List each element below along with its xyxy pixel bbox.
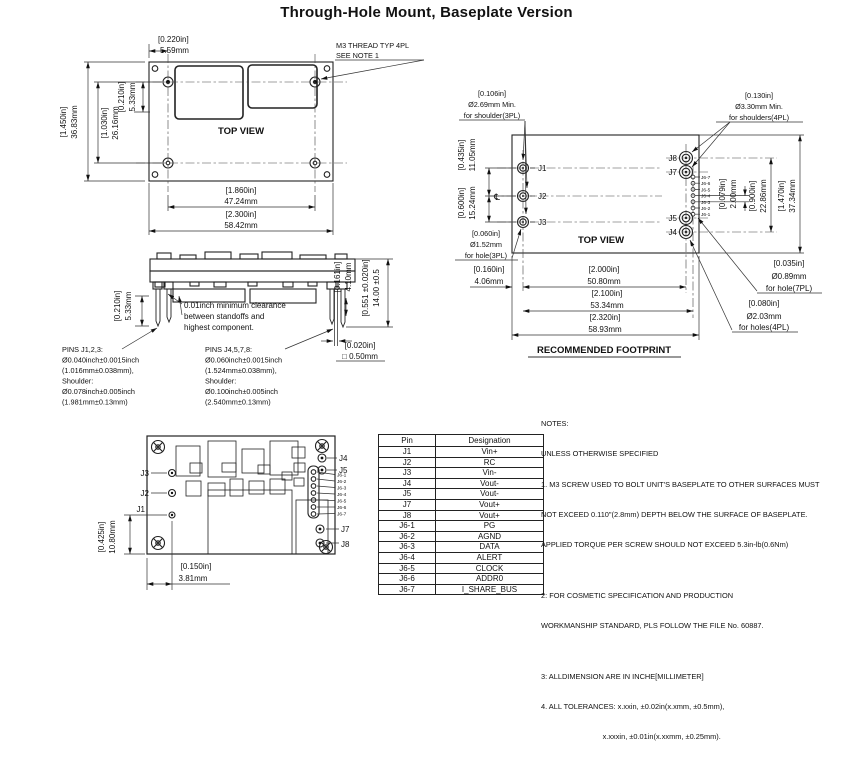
pin-cell: J2 <box>379 457 436 468</box>
callout-text: for hole(3PL) <box>464 251 508 260</box>
pin-cell: J4 <box>379 478 436 489</box>
designation-cell: PG <box>436 521 544 532</box>
pin-label: J8 <box>668 154 677 163</box>
pins-note: Shoulder: <box>62 376 94 386</box>
pin-label: J2 <box>140 489 149 498</box>
pin-label: J1 <box>136 505 145 514</box>
dim-text: 11.05mm <box>468 138 477 172</box>
notes-block <box>541 399 853 762</box>
dim-text: 4.06mm <box>474 277 504 286</box>
dim-text: 5.33mm <box>128 82 137 112</box>
pin-label: J6-1 <box>337 473 347 479</box>
notes-line: 4. ALL TOLERANCES: x.xxin, ±0.02in(x.xmm, ±0.5mm), <box>541 701 725 711</box>
table-row <box>379 552 544 563</box>
dim-text: [2.100in] <box>591 289 623 298</box>
bottom-view-linework <box>147 436 335 554</box>
designation-cell: Vout- <box>436 478 544 489</box>
pin-cell: J7 <box>379 499 436 510</box>
callout-text: [0.130in] <box>745 91 773 100</box>
top-view-drawing <box>59 35 424 235</box>
clearance-note: highest component. <box>184 323 254 332</box>
designation-cell: I_SHARE_BUS <box>436 584 544 595</box>
pin-label: J6-5 <box>701 188 711 194</box>
pin-cell: J6-1 <box>379 521 436 532</box>
callout-text: [0.060in] <box>472 229 500 238</box>
table-row <box>379 447 544 458</box>
pins-note: Ø0.060inch±0.0015inch <box>205 355 283 365</box>
pin-label: J4 <box>339 454 348 463</box>
pcb-components <box>176 441 328 554</box>
pins-note: PINS J4,5,7,8: <box>205 345 253 354</box>
dim-text: 5.33mm <box>124 291 133 321</box>
pin-designation-table <box>378 434 544 595</box>
designation-cell: Vout+ <box>436 510 544 521</box>
pin-cell: J6-5 <box>379 563 436 574</box>
designation-cell: ALERT <box>436 552 544 563</box>
pin-label: J6-2 <box>337 480 347 485</box>
pin-label: J6-6 <box>701 182 711 188</box>
pins-note: (1.016mm±0.038mm), <box>62 366 134 375</box>
designation-cell: CLOCK <box>436 563 544 574</box>
view-label: TOP VIEW <box>217 126 265 137</box>
table-row <box>379 574 544 585</box>
pins-note: (2.540mm±0.13mm) <box>205 397 271 407</box>
notes-line: UNLESS OTHERWISE SPECIFIED <box>541 449 659 459</box>
pins-note: (1.524mm±0.038mm), <box>205 366 277 375</box>
pins-note: (1.981mm±0.13mm) <box>62 397 128 407</box>
dim-text: [0.210in] <box>113 290 122 322</box>
dim-text: 5.59mm <box>160 46 189 55</box>
notes-line: NOT EXCEED 0.110"(2.8mm) DEPTH BELOW THE SURFACE OF BASEPLATE. <box>541 510 808 520</box>
callout-text: Ø2.03mm <box>746 312 782 321</box>
thread-note: SEE NOTE 1 <box>336 51 379 60</box>
pin-label: J4 <box>668 228 677 237</box>
dim-text: 3.81mm <box>178 574 208 583</box>
callout-text: Ø2.69mm Min. <box>468 100 516 109</box>
table-row <box>379 521 544 532</box>
bottom-view-drawing <box>97 436 350 590</box>
notes-line: APPLIED TORQUE PER SCREW SHOULD NOT EXCEED 5.3in-lb(0.6Nm) <box>541 540 789 550</box>
pin-label: J6-5 <box>337 499 347 505</box>
dim-text: [0.210in] <box>117 81 126 113</box>
designation-cell: Vin+ <box>436 447 544 458</box>
designation-cell: Vout- <box>436 489 544 500</box>
callout-text: [0.035in] <box>773 259 805 268</box>
dim-text: [1.860in] <box>225 186 257 195</box>
bottom-view-dimensions <box>124 458 339 590</box>
column-header-designation: Designation <box>436 435 544 447</box>
dim-text: [0.900in] <box>748 180 757 212</box>
top-view-dimensions <box>84 44 424 235</box>
designation-cell: Vin- <box>436 468 544 479</box>
notes-line: x.xxxin, ±0.01in(x.xxmm, ±0.25mm). <box>541 732 721 742</box>
dim-text: 2.00mm <box>729 179 738 209</box>
pin-label: J6-3 <box>701 200 711 206</box>
pin-label: J6-4 <box>701 194 711 200</box>
dim-text: [2.300in] <box>225 210 257 219</box>
dim-text: [0.079in] <box>718 178 727 210</box>
clearance-note: between standoffs and <box>184 312 265 321</box>
footprint-drawing <box>455 89 822 357</box>
dim-text: 53.34mm <box>590 301 624 310</box>
pins-note: Ø0.040inch±0.0015inch <box>62 355 140 365</box>
designation-cell: RC <box>436 457 544 468</box>
dim-text: 58.93mm <box>588 325 622 334</box>
dim-text: [1.450in] <box>59 106 68 138</box>
pin-label: J3 <box>140 469 149 478</box>
designation-cell: Vout+ <box>436 499 544 510</box>
dim-text: [0.435in] <box>457 139 466 171</box>
pin-label: J5 <box>339 466 348 475</box>
callout-text: for shoulders(4PL) <box>728 113 790 122</box>
dim-text: [1.470in] <box>777 180 786 212</box>
bottom-view-holes <box>169 454 327 547</box>
dim-text: [0.220in] <box>158 35 189 44</box>
dim-text: 50.80mm <box>587 277 621 286</box>
callout-text: Ø0.89mm <box>771 272 807 281</box>
pin-label: J6-2 <box>701 207 711 212</box>
notes-line: WORKMANSHIP STANDARD, PLS FOLLOW THE FILE No. 60887. <box>541 621 764 631</box>
table-row <box>379 510 544 521</box>
table-row <box>379 457 544 468</box>
dim-text: 37.34mm <box>788 179 797 213</box>
designation-cell: DATA <box>436 542 544 553</box>
dim-text: [0.160in] <box>473 265 505 274</box>
pin-cell: J1 <box>379 447 436 458</box>
pins-note: PINS J1,2,3: <box>62 345 103 354</box>
dim-text: [0.600in] <box>457 187 466 219</box>
dim-text: [0.425in] <box>97 521 106 553</box>
dim-text: [1.030in] <box>100 107 109 139</box>
table-row <box>379 531 544 542</box>
table-row <box>379 478 544 489</box>
dim-text: [2.320in] <box>589 313 621 322</box>
footprint-centerlines <box>490 144 777 318</box>
pin-label: J7 <box>668 168 677 177</box>
dim-text: 58.42mm <box>224 221 258 230</box>
pin-cell: J6-3 <box>379 542 436 553</box>
table-row <box>379 499 544 510</box>
centerline-symbol: ℄ <box>494 193 500 203</box>
pin-label: J6-3 <box>337 486 347 492</box>
pin-label: J5 <box>668 214 677 223</box>
pin-label: J6-7 <box>337 512 347 518</box>
pin-cell: J6-2 <box>379 531 436 542</box>
dim-text: 14.00 ±0.5 <box>372 269 381 307</box>
table-row <box>379 584 544 595</box>
pin-label: J7 <box>341 525 350 534</box>
dim-text: 10.80mm <box>108 520 117 554</box>
pin-label: J6-6 <box>337 506 347 511</box>
dim-text: [2.000in] <box>588 265 620 274</box>
view-label: TOP VIEW <box>577 235 625 246</box>
dim-text: [0.161in] <box>333 261 342 293</box>
pin-cell: J6-4 <box>379 552 436 563</box>
pin-cell: J5 <box>379 489 436 500</box>
table-row <box>379 563 544 574</box>
footprint-dimensions <box>455 120 822 357</box>
pin-cell: J6-7 <box>379 584 436 595</box>
dim-text: 47.24mm <box>224 197 258 206</box>
callout-text: for shoulder(3PL) <box>463 111 521 120</box>
dim-text: 15.24mm <box>468 186 477 220</box>
dim-text: 4.10mm <box>344 262 353 292</box>
column-header-pin: Pin <box>379 435 436 447</box>
page-title: Through-Hole Mount, Baseplate Version <box>280 4 573 21</box>
callout-text: for hole(7PL) <box>765 284 813 293</box>
pin-label: J8 <box>341 540 350 549</box>
callout-text: [0.106in] <box>478 89 506 98</box>
callout-text: Ø3.30mm Min. <box>735 102 783 111</box>
table-row <box>379 542 544 553</box>
notes-line: 2: FOR COSMETIC SPECIFICATION AND PRODUCTION <box>541 590 734 600</box>
pin-cell: J8 <box>379 510 436 521</box>
footprint-caption: RECOMMENDED FOOTPRINT <box>536 345 672 356</box>
designation-cell: ADDR0 <box>436 574 544 585</box>
dim-text: [0.551 ±0.020in] <box>361 259 370 317</box>
table-row <box>379 489 544 500</box>
notes-line: NOTES: <box>541 419 569 429</box>
clearance-note: 0.01inch minimum clearance <box>184 301 286 310</box>
notes-line: 3: ALLDIMENSION ARE IN INCHE[MILLIMETER] <box>541 671 704 681</box>
side-view-labels <box>62 259 381 406</box>
callout-text: Ø1.52mm <box>469 240 503 249</box>
pin-label: J6-4 <box>337 493 347 498</box>
top-view-labels <box>59 35 409 230</box>
dim-text: □ 0.50mm <box>342 352 378 361</box>
designation-cell: AGND <box>436 531 544 542</box>
pin-label: J6-1 <box>701 213 711 219</box>
table-header-row <box>379 435 544 447</box>
side-view-drawing <box>62 252 393 407</box>
dim-text: [0.150in] <box>180 562 212 571</box>
pin-label: J1 <box>538 164 547 173</box>
pin-label: J6-7 <box>701 176 711 181</box>
dim-text: 36.83mm <box>70 105 79 139</box>
dim-text: 22.86mm <box>759 179 768 213</box>
callout-text: [0.080in] <box>748 299 780 308</box>
table-row <box>379 468 544 479</box>
pin-label: J2 <box>538 192 547 201</box>
pins-note: Shoulder: <box>205 376 237 386</box>
dim-text: 26.16mm <box>111 106 120 140</box>
pins-note: Ø0.100inch±0.005inch <box>205 387 278 396</box>
pin-cell: J6-6 <box>379 574 436 585</box>
pins-note: Ø0.078inch±0.005inch <box>62 387 135 396</box>
pin-cell: J3 <box>379 468 436 479</box>
top-view-centerlines <box>136 54 347 192</box>
footprint-labels <box>457 89 812 356</box>
dim-text: [0.020in] <box>344 341 376 350</box>
callout-text: for holes(4PL) <box>738 323 790 332</box>
notes-line: 1. M3 SCREW USED TO BOLT UNIT'S BASEPLATE TO OTHER SURFACES MUST <box>541 479 820 489</box>
thread-note: M3 THREAD TYP 4PL <box>336 41 409 50</box>
pin-label: J3 <box>538 218 547 227</box>
